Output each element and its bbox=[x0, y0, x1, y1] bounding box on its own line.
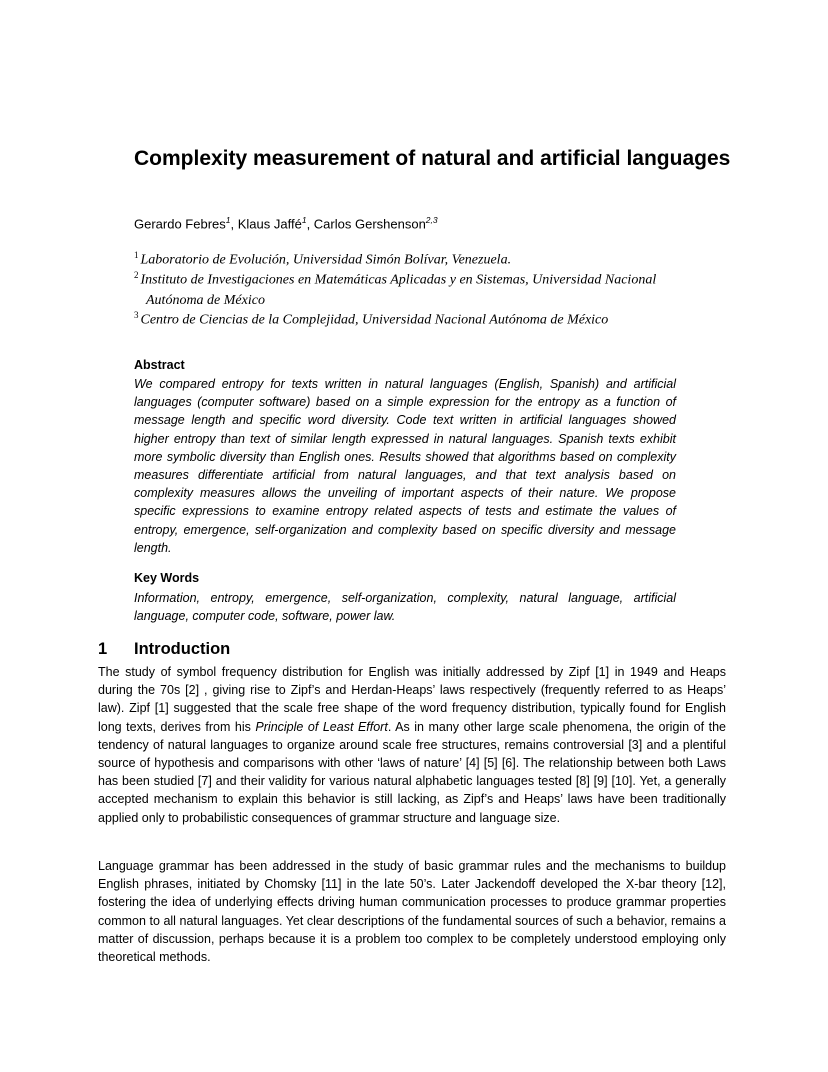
author-name: Carlos Gershenson bbox=[313, 216, 426, 232]
affiliation-text: Instituto de Investigaciones en Matemáticas Aplicadas y en Sistemas, Universidad Nacional bbox=[140, 272, 657, 288]
author-affiliation-mark: 1 bbox=[225, 215, 231, 225]
affiliation-number: 2 bbox=[134, 270, 139, 280]
author-separator: , bbox=[230, 216, 238, 232]
affiliation-number: 3 bbox=[134, 310, 139, 320]
affiliation-number: 1 bbox=[134, 250, 139, 260]
section-title: Introduction bbox=[134, 640, 231, 658]
affiliation-2 bbox=[134, 265, 714, 311]
affiliation-text-continued: Autónoma de México bbox=[146, 292, 265, 308]
paragraph-text: The study of symbol frequency distribution for English was initially addressed by Zipf [1] in 1949 and Heaps during the 70s [2] , giving rise to Zipf’s and Herdan-Heaps’ laws respectively (frequently referred to as Heaps’ law). Zipf [1] suggested that the scale free shape of the word frequency distribution, typically found for English long texts, derives from his bbox=[98, 665, 726, 734]
section-heading bbox=[98, 640, 230, 659]
abstract-heading: Abstract bbox=[134, 358, 185, 372]
keywords-body: Information, entropy, emergence, self-organization, complexity, natural language, artificial language, computer code, software, power law. bbox=[134, 591, 676, 624]
author-name: Gerardo Febres bbox=[134, 216, 226, 232]
affiliation-text: Laboratorio de Evolución, Universidad Simón Bolívar, Venezuela. bbox=[140, 252, 512, 268]
paper-title: Complexity measurement of natural and artificial languages bbox=[134, 147, 731, 170]
author-list bbox=[134, 215, 438, 231]
author-separator: , bbox=[306, 216, 314, 232]
body-paragraph-1 bbox=[98, 663, 726, 827]
paragraph-text: . As in many other large scale phenomena, the origin of the tendency of natural languages to organize around scale free structures, remains controversial [3] and a plentiful source of hypothesis and comparisons with other ‘laws of nature’ [4] [5] [6]. The relationship between both Laws has been studied [7] and their validity for various natural alphabetic languages tested [8] [9] [10]. Yet, a generally accepted mechanism to explain this behavior is still lacking, as Zipf’s and Heaps’ laws have been traditionally applied only to probabilistic consequences of grammar structure and language size. bbox=[98, 719, 726, 825]
body-paragraph-2: Language grammar has been addressed in the study of basic grammar rules and the mechanisms to buildup English phrases, initiated by Chomsky [11] in the late 50’s. Later Jackendoff developed the X-bar theory [12], fostering the idea of underlying effects driving human communication processes to produce grammar properties common to all natural languages. Yet clear descriptions of the fundamental sources of such a behavior, remains a matter of discussion, perhaps because it is a problem too complex to be completely understood employing only theoretical methods. bbox=[98, 859, 726, 965]
affiliation-text: Centro de Ciencias de la Complejidad, Universidad Nacional Autónoma de México bbox=[140, 312, 609, 328]
author-affiliation-mark: 2,3 bbox=[425, 215, 438, 225]
emphasized-term: Principle of Least Effort bbox=[255, 719, 388, 734]
author-affiliation-mark: 1 bbox=[301, 215, 307, 225]
affiliation-3 bbox=[134, 305, 714, 331]
section-number: 1 bbox=[98, 640, 108, 658]
author-name: Klaus Jaffé bbox=[237, 216, 302, 232]
abstract-body: We compared entropy for texts written in natural languages (English, Spanish) and artificial languages (computer software) based on a simple expression for the entropy as a function of message length and specific word diversity. Code text written in artificial languages showed higher entropy than text of similar length expressed in natural languages. Spanish texts exhibit more symbolic diversity than English ones. Results showed that algorithms based on complexity measures differentiate artificial from natural languages, and that text analysis based on complexity measures allows the unveiling of important aspects of their nature. We propose specific expressions to examine entropy related aspects of tests and estimate the values of entropy, emergence, self-organization and complexity based on specific diversity and message length. bbox=[134, 377, 676, 555]
keywords-heading: Key Words bbox=[134, 571, 200, 585]
